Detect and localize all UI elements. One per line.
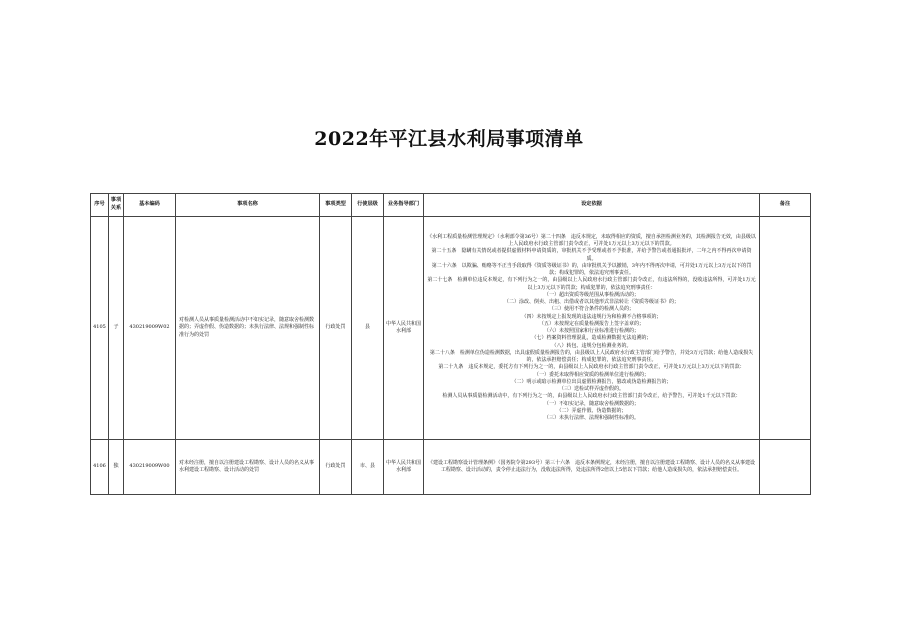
basis-line: （一）超出资质等级范围从事检测活动的；: [543, 291, 639, 298]
table-row: [91, 217, 811, 440]
basis-line: （五）未按规定在质量检测报告上签字盖章的；: [538, 320, 644, 327]
cell-type: 行政处罚: [320, 217, 352, 440]
basis-line: （七）档案资料管理混乱，造成检测数据无法追溯的；: [531, 335, 652, 342]
cell-note: [760, 440, 811, 495]
header-note: 备注: [760, 194, 811, 217]
basis-line: （三）使用不符合条件的检测人员的；: [548, 306, 634, 313]
page-title: 2022年平江县水利局事项清单: [314, 128, 584, 150]
basis-line: （三）送检试样弄虚作假的。: [558, 386, 624, 392]
cell-note: [760, 217, 811, 440]
cell-basis: [424, 440, 760, 495]
header-level: 行使层级: [352, 194, 384, 217]
basis-line: 第二十七条 检测单位违反本规定，有下列行为之一的，由县级以上人民政府水行政主管部门责令改正，有违法所得的，没收违法所得，可并处1万元以上3万元以下的罚款；构成犯罪的，依法追究刑事责任：: [427, 277, 756, 291]
cell-dept: 中华人民共和国水利部: [384, 440, 424, 495]
cell-dept: 中华人民共和国水利部: [384, 217, 424, 440]
cell-type: 行政处罚: [320, 440, 352, 495]
cell-name: 对未经注册，擅自以注册建设工程勘察、设计人员的名义从事水利建设工程勘察、设计活动的处罚: [176, 440, 320, 495]
header-no: 序号: [91, 194, 109, 217]
cell-code: 430219009W02: [124, 217, 176, 440]
header-row: [91, 194, 811, 217]
header-basis: 设定依据: [424, 194, 760, 217]
cell-relation: 独: [109, 440, 124, 495]
header-code: 基本编码: [124, 194, 176, 217]
matters-table: [90, 193, 811, 495]
basis-line: 第二十八条 检测单位伪造检测数据，出具虚假质量检测报告的，由县级以上人民政府水行政主管部门给予警告，并处3万元罚款；给他人造成损失的，依法承担赔偿责任；构成犯罪的，依法追究刑事责任。: [429, 349, 754, 363]
basis-line: （八）转包、违规分包检测业务的。: [551, 342, 632, 349]
basis-line: 《建设工程勘察设计管理条例》（国务院令第293号）第三十六条 违反本条例规定，未经注册，擅自以注册建设工程勘察、设计人员的名义从事建设工程勘察、设计活动的，责令停止违法行为，没收违法所得，处违法所得2倍以上5倍以下罚款；给他人造成损失的，依法承担赔偿责任。: [427, 459, 756, 473]
header-type: 事项类型: [320, 194, 352, 217]
basis-line: （二）弄虚作假、伪造数据的；: [556, 407, 627, 414]
basis-line: 第二十六条 以欺骗、贿赂等不正当手段取得《资质等级证书》的，由审批机关予以撤销，3年内不得再次申请，可并处1万元以上3万元以下的罚款；构成犯罪的，依法追究刑事责任。: [431, 262, 752, 276]
basis-line: （三）未执行法律、法规和强制性标准的。: [543, 415, 639, 421]
cell-no: 4105: [91, 217, 109, 440]
table-row: [91, 440, 811, 495]
basis-line: （一）不如实记录，随意取舍检测数据的；: [543, 400, 639, 407]
header-relation: 事项关系: [109, 194, 124, 217]
basis-line: （二）涂改、倒卖、出租、出借或者以其他形式非法转让《资质等级证书》的；: [503, 299, 679, 305]
cell-name: 对检测人员从事质量检测活动中不如实记录，随意取舍检测数据的；弄虚作假、伪造数据的；未执行法律、法规和强制性标准行为的处罚: [176, 217, 320, 440]
cell-level: 市、县: [352, 440, 384, 495]
basis-line: （六）未按照国家和行业标准进行检测的；: [543, 328, 639, 334]
header-dept: 业务指导部门: [384, 194, 424, 217]
basis-line: 第二十九条 违反本规定，委托方有下列行为之一的，由县级以上人民政府水行政主管部门责令改正，可并处1万元以上3万元以下的罚款：: [438, 364, 745, 371]
basis-line: （四）未按规定上报发现的违法违规行为和检测不合格事项的；: [521, 313, 662, 320]
cell-relation: 子: [109, 217, 124, 440]
header-name: 事项名称: [176, 194, 320, 217]
basis-line: 检测人员从事质量检测活动中，有下列行为之一的，由县级以上人民政府水行政主管部门责令改正，给予警告，可并处1千元以下罚款：: [442, 393, 741, 400]
cell-level: 县: [352, 217, 384, 440]
basis-line: （二）明示或暗示检测单位出具虚假检测报告，篡改或伪造检测报告的；: [511, 378, 672, 385]
basis-line: （一）委托未取得相应资质的检测单位进行检测的；: [533, 371, 649, 378]
cell-no: 4106: [91, 440, 109, 495]
cell-code: 430219009W00: [124, 440, 176, 495]
basis-line: 《水利工程质量检测管理规定》（水利部令第36号）第二十四条 违反本规定，未取得相应的资质，擅自承担检测业务的，其检测报告无效，由县级以上人民政府水行政主管部门责令改正，可并处1万元以上3万元以下的罚款。: [427, 233, 756, 247]
cell-basis: [424, 217, 760, 440]
basis-line: 第二十五条 隐瞒有关情况或者提供虚假材料申请资质的，审批机关不予受理或者不予批准，并给予警告或者通报批评，二年之内不得再次申请资质。: [431, 248, 752, 262]
